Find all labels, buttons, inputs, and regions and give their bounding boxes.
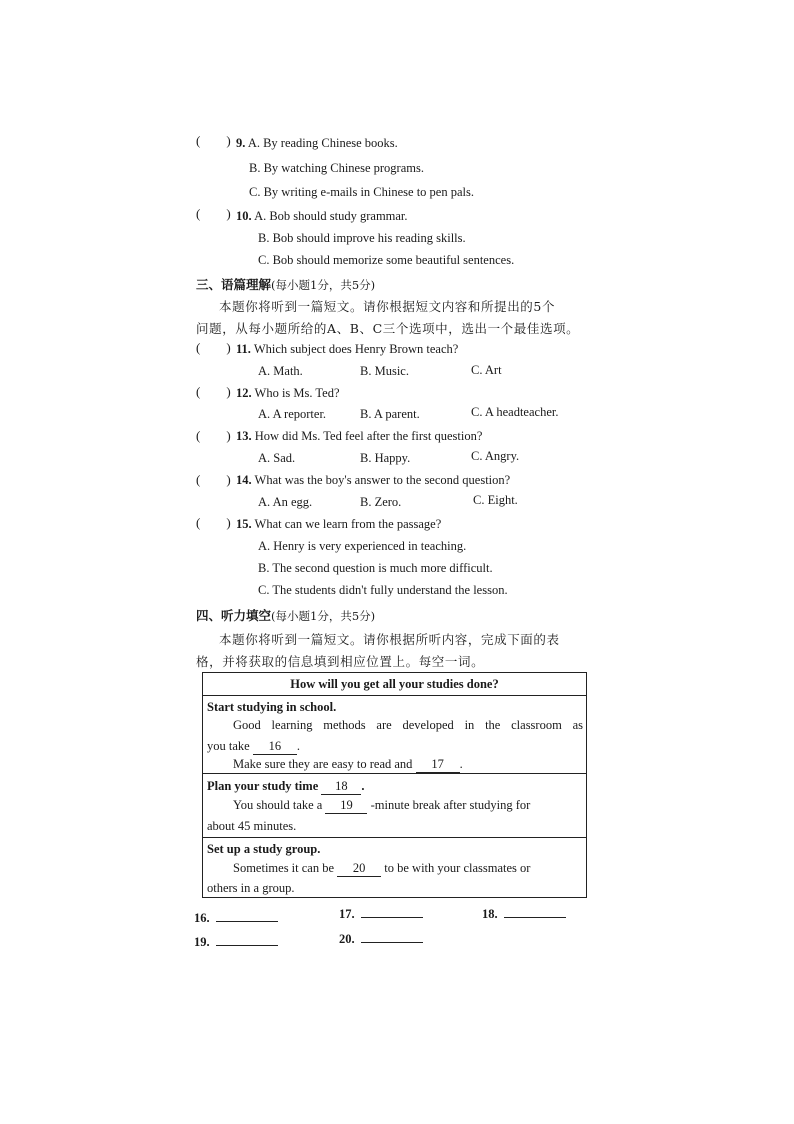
question-15 bbox=[236, 517, 441, 532]
section-heading: Set up a study group. bbox=[207, 842, 321, 856]
answer-paren[interactable]: ( ) bbox=[196, 133, 231, 148]
option-a: A. Henry is very experienced in teaching. bbox=[258, 539, 467, 553]
question-number: 12. bbox=[236, 386, 252, 400]
table-line: Sometimes it can be 20 to be with your classmates or bbox=[233, 861, 531, 875]
option-a: A. Sad. bbox=[258, 451, 296, 465]
question-number: 14. bbox=[236, 473, 252, 487]
answer-paren[interactable]: ( ) bbox=[196, 472, 231, 487]
option-b: B. Zero. bbox=[360, 495, 402, 509]
option-c: C. Eight. bbox=[473, 493, 518, 507]
table-line: Good learning methods are developed in the classroom as bbox=[233, 718, 583, 732]
question-9 bbox=[236, 136, 398, 151]
option-b: B. By watching Chinese programs. bbox=[249, 161, 424, 175]
option-b: B. Music. bbox=[360, 364, 409, 378]
table-line: Make sure they are easy to read and 17 . bbox=[233, 757, 463, 771]
blank-19[interactable]: 19 bbox=[325, 798, 367, 814]
section-4-title: 四、听力填空(每小题1分，共5分) bbox=[196, 608, 376, 623]
section-3-title: 三、语篇理解(每小题1分，共5分) bbox=[196, 277, 376, 292]
option-c: C. By writing e-mails in Chinese to pen pals. bbox=[249, 185, 474, 199]
option-b: B. A parent. bbox=[360, 407, 420, 421]
option-c: C. Angry. bbox=[471, 449, 520, 463]
section-3-instruction-1: 本题你将听到一篇短文。请你根据短文内容和所提出的5个 bbox=[219, 299, 556, 314]
question-text: Who is Ms. Ted? bbox=[254, 386, 340, 400]
question-number: 13. bbox=[236, 429, 252, 443]
table-section-1 bbox=[203, 695, 586, 772]
section-4-instruction-2: 格，并将获取的信息填到相应位置上。每空一词。 bbox=[196, 654, 485, 669]
option-a: A. An egg. bbox=[258, 495, 313, 509]
question-text: Which subject does Henry Brown teach? bbox=[253, 342, 459, 356]
table-section-3 bbox=[203, 837, 586, 898]
option-b: B. The second question is much more difficult. bbox=[258, 561, 493, 575]
answer-18[interactable]: 18. bbox=[482, 907, 566, 922]
blank-16[interactable]: 16 bbox=[253, 739, 297, 755]
question-number: 15. bbox=[236, 517, 252, 531]
option-c: C. Bob should memorize some beautiful sentences. bbox=[258, 253, 515, 267]
answer-paren[interactable]: ( ) bbox=[196, 206, 231, 221]
question-11 bbox=[236, 342, 458, 357]
option-a: A. A reporter. bbox=[258, 407, 327, 421]
question-number: 11. bbox=[236, 342, 251, 356]
table-line: you take 16 . bbox=[207, 739, 300, 753]
section-heading: Start studying in school. bbox=[207, 700, 337, 714]
section-4-instruction-1: 本题你将听到一篇短文。请你根据所听内容，完成下面的表 bbox=[219, 632, 560, 647]
option-c: C. The students didn't fully understand the lesson. bbox=[258, 583, 508, 597]
blank-20[interactable]: 20 bbox=[337, 861, 381, 877]
answer-paren[interactable]: ( ) bbox=[196, 515, 231, 530]
option-b: B. Bob should improve his reading skills. bbox=[258, 231, 466, 245]
question-14 bbox=[236, 473, 510, 488]
answer-17[interactable]: 17. bbox=[339, 907, 423, 922]
answer-paren[interactable]: ( ) bbox=[196, 340, 231, 355]
option-b: B. Happy. bbox=[360, 451, 411, 465]
section-3-instruction-2: 问题，从每小题所给的A、B、C三个选项中，选出一个最佳选项。 bbox=[196, 321, 580, 336]
section-heading: Plan your study time 18 . bbox=[207, 779, 365, 793]
question-12 bbox=[236, 386, 340, 401]
question-text: What was the boy's answer to the second question? bbox=[254, 473, 511, 487]
option-c: C. A headteacher. bbox=[471, 405, 559, 419]
question-text: How did Ms. Ted feel after the first question? bbox=[254, 429, 483, 443]
table-line: others in a group. bbox=[207, 881, 295, 895]
table-line: about 45 minutes. bbox=[207, 819, 297, 833]
table-title: How will you get all your studies done? bbox=[290, 677, 499, 691]
option-a: A. By reading Chinese books. bbox=[247, 136, 398, 150]
table-section-2 bbox=[203, 773, 586, 836]
answer-16[interactable]: 16. bbox=[194, 911, 278, 926]
answer-20[interactable]: 20. bbox=[339, 932, 423, 947]
option-c: C. Art bbox=[471, 363, 502, 377]
answer-paren[interactable]: ( ) bbox=[196, 384, 231, 399]
option-a: A. Math. bbox=[258, 364, 303, 378]
question-10 bbox=[236, 209, 408, 224]
question-13 bbox=[236, 429, 482, 444]
table-line: You should take a 19 -minute break after studying for bbox=[233, 798, 531, 812]
answer-paren[interactable]: ( ) bbox=[196, 428, 231, 443]
blank-17[interactable]: 17 bbox=[416, 757, 460, 773]
question-number: 9. bbox=[236, 136, 246, 150]
blank-18[interactable]: 18 bbox=[321, 779, 361, 795]
answer-19[interactable]: 19. bbox=[194, 935, 278, 950]
question-number: 10. bbox=[236, 209, 252, 223]
fill-in-table bbox=[202, 672, 587, 898]
option-a: A. Bob should study grammar. bbox=[254, 209, 408, 223]
question-text: What can we learn from the passage? bbox=[254, 517, 442, 531]
